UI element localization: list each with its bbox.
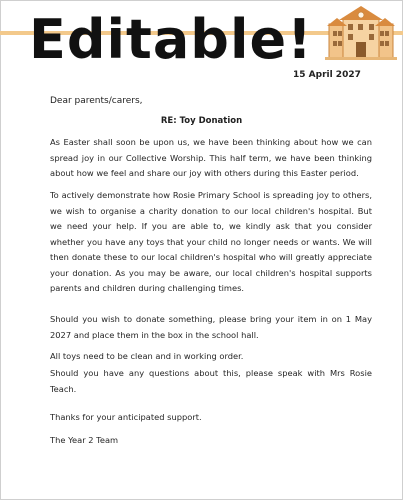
paragraph: To actively demonstrate how Rosie Primary School is spreading joy to others, we wish to organise a charity donation to our local children's hospital. But we need your help. If you are able to, we kindly ask that you consider whether you have any toys that your child no longer needs or wants. We will then donate these to our local children's hospital who will greatly appreciate your donation. As you may be aware, our local children's hospital supports parents and children during challenging times. bbox=[50, 190, 372, 293]
paragraph: Thanks for your anticipated support. bbox=[50, 412, 202, 422]
paragraph: Should you have any questions about this, please speak with Mrs Rosie Teach. bbox=[50, 368, 372, 394]
signoff: The Year 2 Team bbox=[50, 435, 119, 445]
paragraph: Should you wish to donate something, please bring your item in on 1 May 2027 and place them in the box in the school hall. bbox=[50, 314, 372, 340]
page-title: Editable! bbox=[29, 8, 313, 71]
letter-subject: RE: Toy Donation bbox=[160, 116, 243, 126]
salutation: Dear parents/carers, bbox=[50, 96, 143, 106]
paragraph: As Easter shall soon be upon us, we have been thinking about how we can spread joy in our Collective Worship. This half term, we have been thinking about how we feel and share our joy with others during this Easter period. bbox=[50, 137, 372, 178]
letter-date: 15 April 2027 bbox=[293, 70, 361, 80]
paragraph: All toys need to be clean and in working order. bbox=[50, 351, 244, 361]
school-building-icon bbox=[325, 4, 397, 60]
